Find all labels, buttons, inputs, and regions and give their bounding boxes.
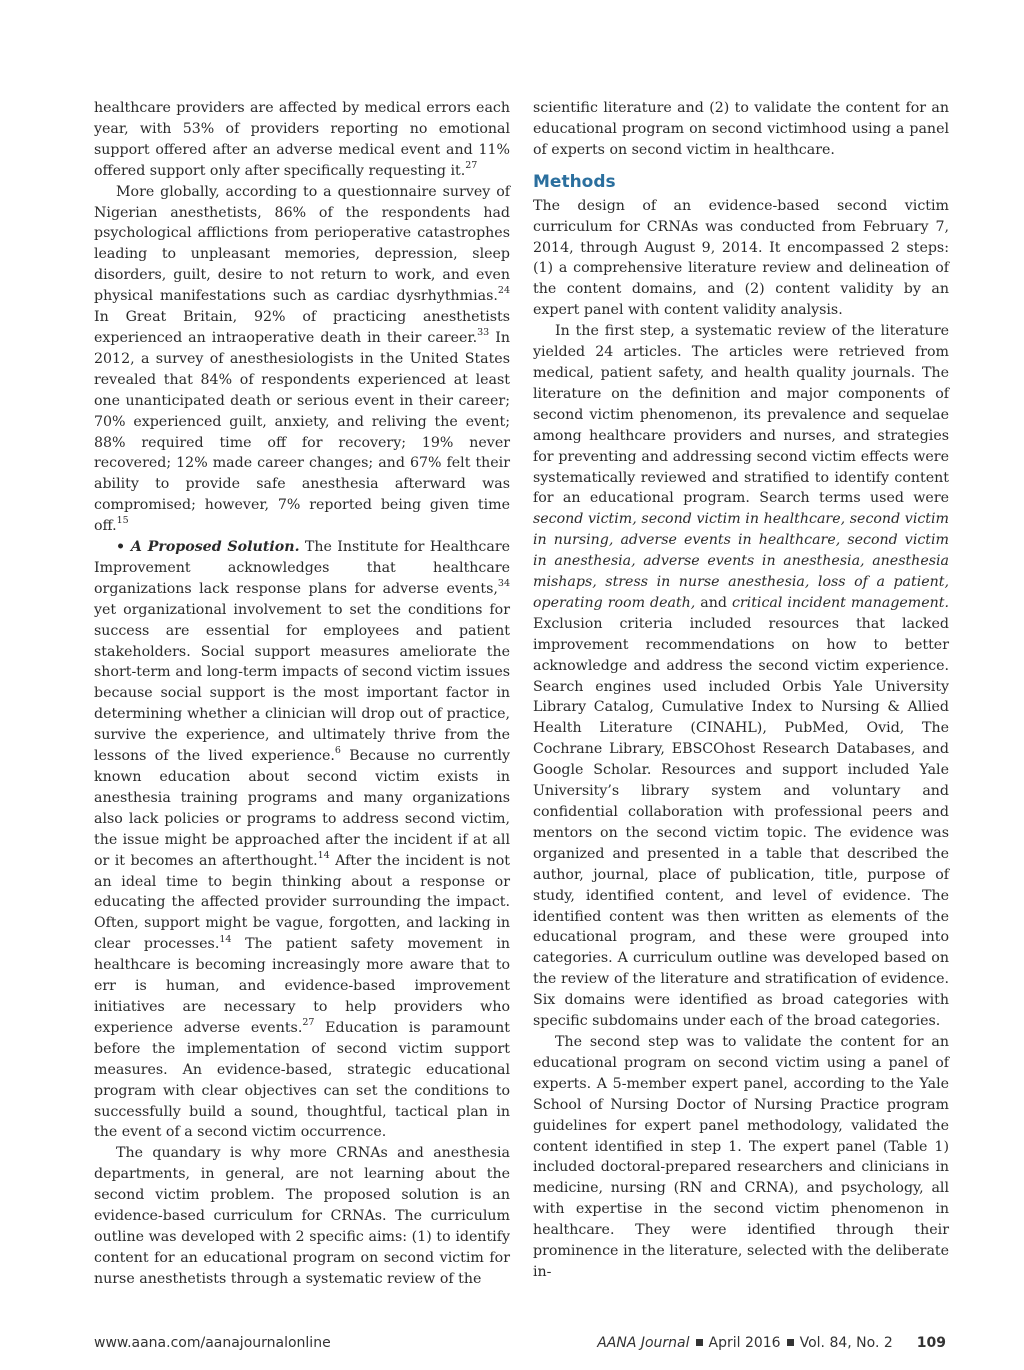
run-in-heading: • A Proposed Solution. [116,539,300,556]
section-heading: Methods [533,171,616,192]
paragraph: • A Proposed Solution. The Institute for Healthcare Improvement acknowledges that healthcare organizations lack response plans for adverse events,$^{34}$ yet organizational involvement to set the conditions for success are essential for employees and patient stakeholders. Social support measures ameliorate the short-term and long-term impacts of second victim issues because social support is the most important factor in determining whether a clinician will drop out of practice, survive the experience, and ultimately thrive from the lessons of the lived experience.$^6$ Because no currently known education about second victim exists in anesthesia training programs and many organizations also lack policies or programs to address second victim, the issue might be approached after the incident if at all or it becomes an afterthought.$^{14}$ After the incident is not an ideal time to begin thinking about a response or educating the affected provider surrounding the impact. Often, support might be vague, forgotten, and lacking in clear processes.$^{14}$ The patient safety movement in healthcare is becoming increasingly more aware that to err is human, and evidence-based improvement initiatives are necessary to help providers who experience adverse events.$^{27}$ Education is paramount before the implementation of second victim support measures. An evidence-based, strategic educational program with clear objectives can set the conditions to successfully build a sound, thoughtful, tactical plan in the event of a second victim occurrence. [94,539,511,1141]
paragraph: The design of an evidence-based second victim curriculum for CRNAs was conducted from February 7, 2014, through August 9, 2014. It encompassed 2 steps: (1) a comprehensive literature review and delineation of the content domains, and (2) content validity by an expert panel with content validity analysis. [533,197,949,319]
square-bullet-icon [696,1339,703,1346]
page-number: 109 [916,1335,946,1351]
citation: 27 [302,1017,315,1029]
paragraph: The second step was to validate the content for an educational program on second victim using a panel of experts. A 5-member expert panel, according to the Yale School of Nursing Doctor of Nursing Practice program guidelines for expert panel methodology, validated the content identified in step 1. The expert panel (Table 1) included doctoral-prepared researchers and clinicians in medicine, nursing (RN and CRNA), and psychology, all with expertise in the second victim phenomenon in healthcare. They were identified through their prominence in the literature, selected with the deliberate in- [533,1033,949,1280]
paragraph: scientific literature and (2) to validate the content for an educational program on second victimhood using a panel of experts on second victim in healthcare. [533,100,949,158]
journal-name: AANA Journal [597,1335,690,1351]
citation: 33 [477,327,490,339]
citation: 14 [317,849,330,861]
citation: 27 [465,159,478,171]
citation: 24 [497,285,510,297]
citation: 6 [334,745,341,757]
paragraph: In the first step, a systematic review of the literature yielded 24 articles. The articles were retrieved from medical, patient safety, and health quality journals. The literature on the definition and major components of second victim phenomenon, its prevalence and sequelae among healthcare providers and nurses, and strategies for preventing and addressing second victim effects were systematically reviewed and stratified to identify content for an educational program. Search terms used were second victim, second victim in healthcare, second victim in nursing, adverse events in healthcare, second victim in anesthesia, adverse events in anesthesia, anesthesia mishaps, stress in nurse anesthesia, loss of a patient, operating room death, and critical incident management. Exclusion criteria included resources that lacked improvement recommendations on how to better acknowledge and address the second victim experience. Search engines used included Orbis Yale University Library Catalog, Cumulative Index to Nursing & Allied Health Literature (CINAHL), PubMed, Ovid, The Cochrane Library, EBSCOhost Research Databases, and Google Scholar. Resources and support included Yale University’s library system and voluntary and confidential collaboration with professional peers and mentors on the second victim topic. The evidence was organized and presented in a table that described the author, journal, place of publication, title, purpose of study, identified content, and level of evidence. The identified content was then written as elements of the educational program, and these were grouped into categories. A curriculum outline was developed based on the review of the literature and stratification of evidence. Six domains were identified as broad categories with specific subdomains under each of the broad categories. [533,323,950,1030]
left-column [94,98,510,1290]
footer-citation [597,1335,946,1351]
issue-date: April 2016 [708,1335,781,1351]
page-footer [94,1335,946,1359]
citation: 14 [219,933,232,945]
volume-issue: Vol. 84, No. 2 [799,1335,893,1351]
search-terms: second victim, second victim in healthcare, second victim in nursing, adverse events in healthcare, second victim in anesthesia, adverse events in anesthesia, anesthesia mishaps, stress in nurse anesthesia, loss of a patient, operating room death, [533,511,949,611]
paragraph: The quandary is why more CRNAs and anesthesia departments, in general, are not learning about the second victim problem. The proposed solution is an evidence-based curriculum for CRNAs. The curriculum outline was developed with 2 specific aims: (1) to identify content for an educational program on second victim for nurse anesthetists through a systematic review of the [94,1145,510,1287]
citation: 15 [116,515,129,527]
search-terms: critical incident management. [731,594,950,611]
paragraph: healthcare providers are affected by medical errors each year, with 53% of providers reporting no emotional support offered after an adverse medical event and 11% offered support only after specifically requesting it.$^{27}$ [94,100,510,179]
citation: 34 [497,578,510,590]
paragraph: More globally, according to a questionnaire survey of Nigerian anesthetists, 86% of the respondents had psychological afflictions from perioperative catastrophes leading to unpleasant memories, depression, sleep disorders, guilt, desire to not return to work, and even physical manifestations such as cardiac dysrhythmias.$^{24}$ In Great Britain, 92% of practicing anesthetists experienced an intraoperative death in their career.$^{33}$ In 2012, a survey of anesthesiologists in the United States revealed that 84% of respondents experienced at least one unanticipated death or serious event in their career; 70% experienced guilt, anxiety, and reliving the event; 88% required time off for recovery; 19% never recovered; 12% made career changes; and 67% felt their ability to provide safe anesthesia afterward was compromised; however, 7% reported being given time off.$^{15}$ [94,183,510,535]
square-bullet-icon [787,1339,794,1346]
right-column [533,98,949,1283]
journal-url[interactable]: www.aana.com/aanajournalonline [94,1335,331,1351]
